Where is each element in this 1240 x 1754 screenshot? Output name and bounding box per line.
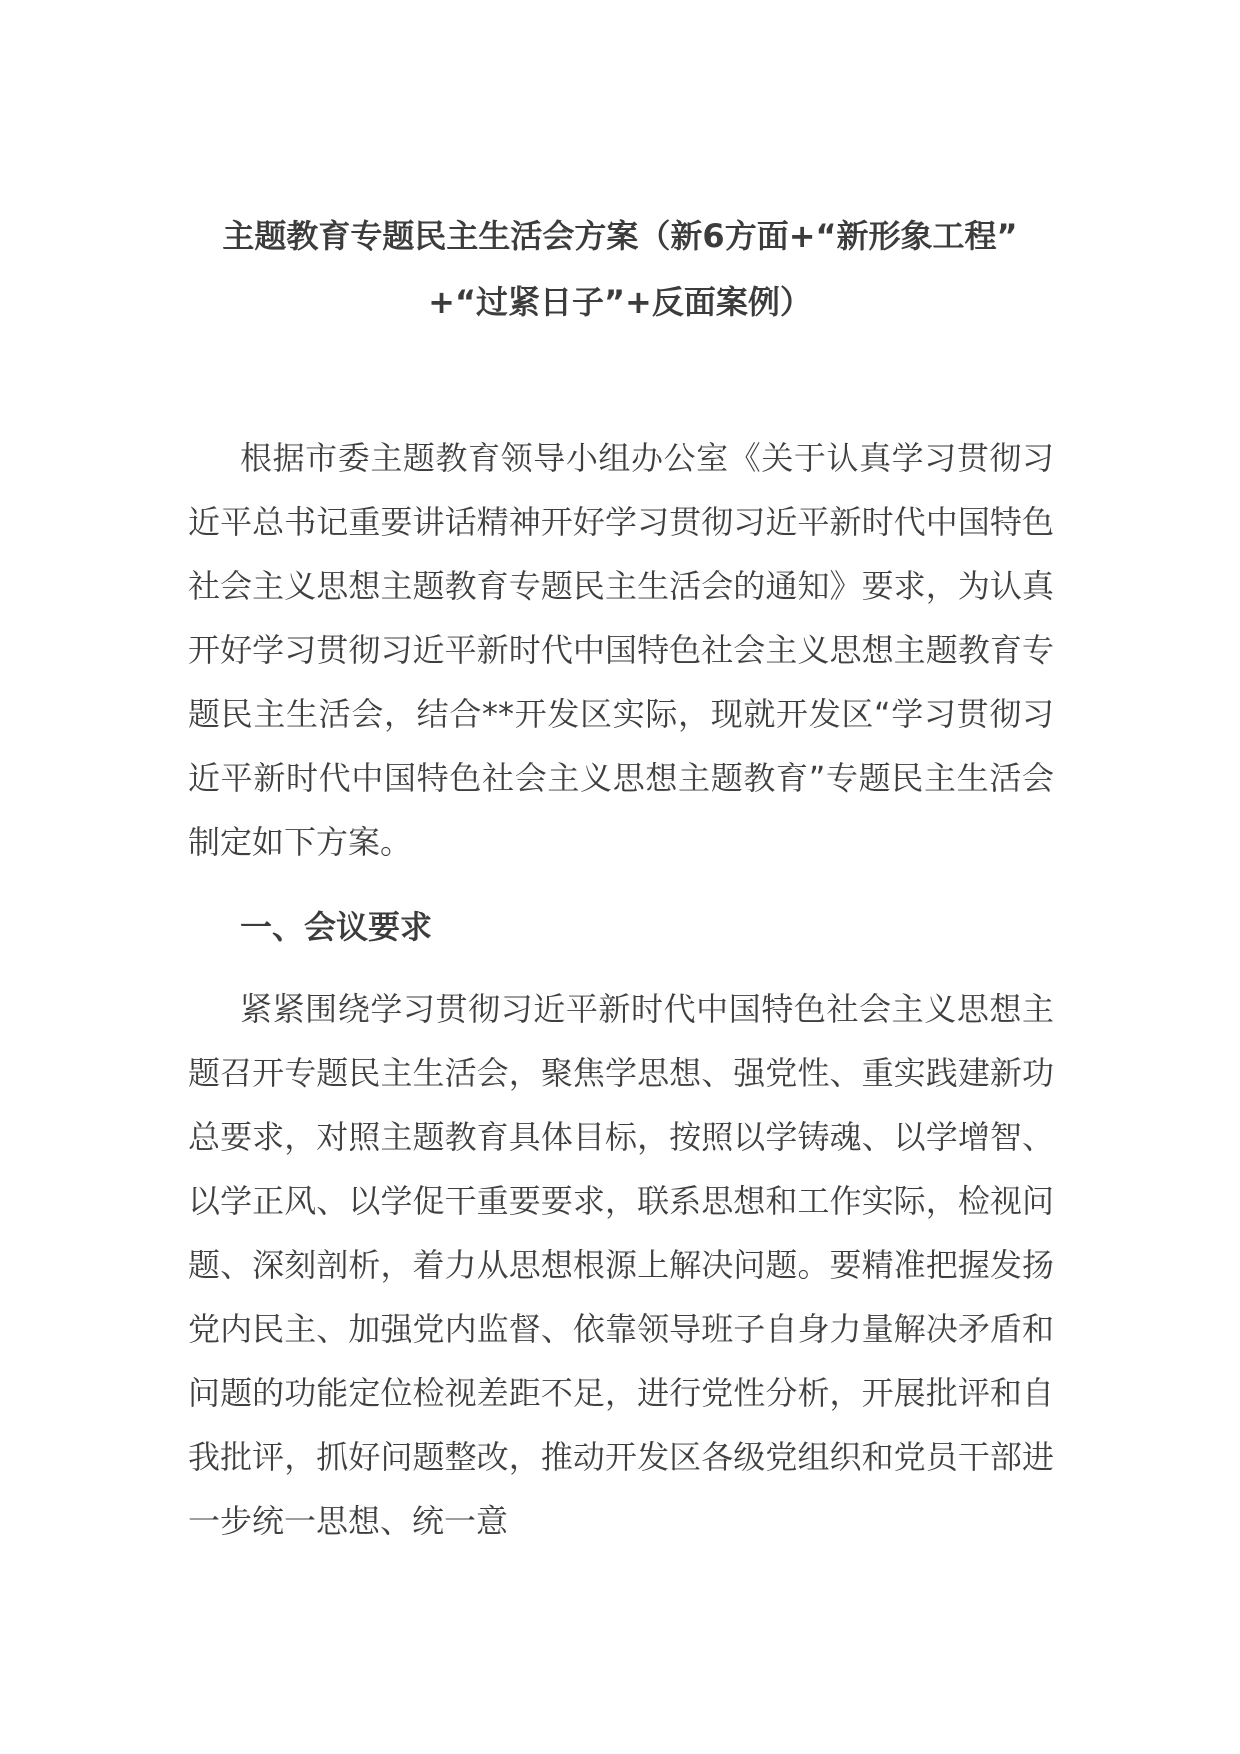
document-title [150, 203, 1090, 335]
meeting-requirements-paragraph: 紧紧围绕学习贯彻习近平新时代中国特色社会主义思想主题召开专题民主生活会，聚焦学思想、强党性、重实践建新功总要求，对照主题教育具体目标，按照以学铸魂、以学增智、以学正风、以学促干重要要求，联系思想和工作实际，检视问题、深刻剖析，着力从思想根源上解决问题。要精准把握发扬党内民主、加强党内监督、依靠领导班子自身力量解决矛盾和问题的功能定位检视差距不足，进行党性分析，开展批评和自我批评，抓好问题整改，推动开发区各级党组织和党员干部进一步统一思想、统一意 [188, 990, 1054, 1540]
section-heading-meeting-requirements: 一、会议要求 [240, 908, 433, 946]
intro-paragraph: 根据市委主题教育领导小组办公室《关于认真学习贯彻习近平总书记重要讲话精神开好学习贯彻习近平新时代中国特色社会主义思想主题教育专题民主生活会的通知》要求，为认真开好学习贯彻习近平新时代中国特色社会主义思想主题教育专题民主生活会，结合**开发区实际，现就开发区“学习贯彻习近平新时代中国特色社会主义思想主题教育”专题民主生活会制定如下方案。 [188, 439, 1054, 861]
title-line-2: +“过紧日子”+反面案例） [428, 283, 812, 321]
title-line-1: 主题教育专题民主生活会方案（新6方面+“新形象工程” [222, 217, 1018, 255]
